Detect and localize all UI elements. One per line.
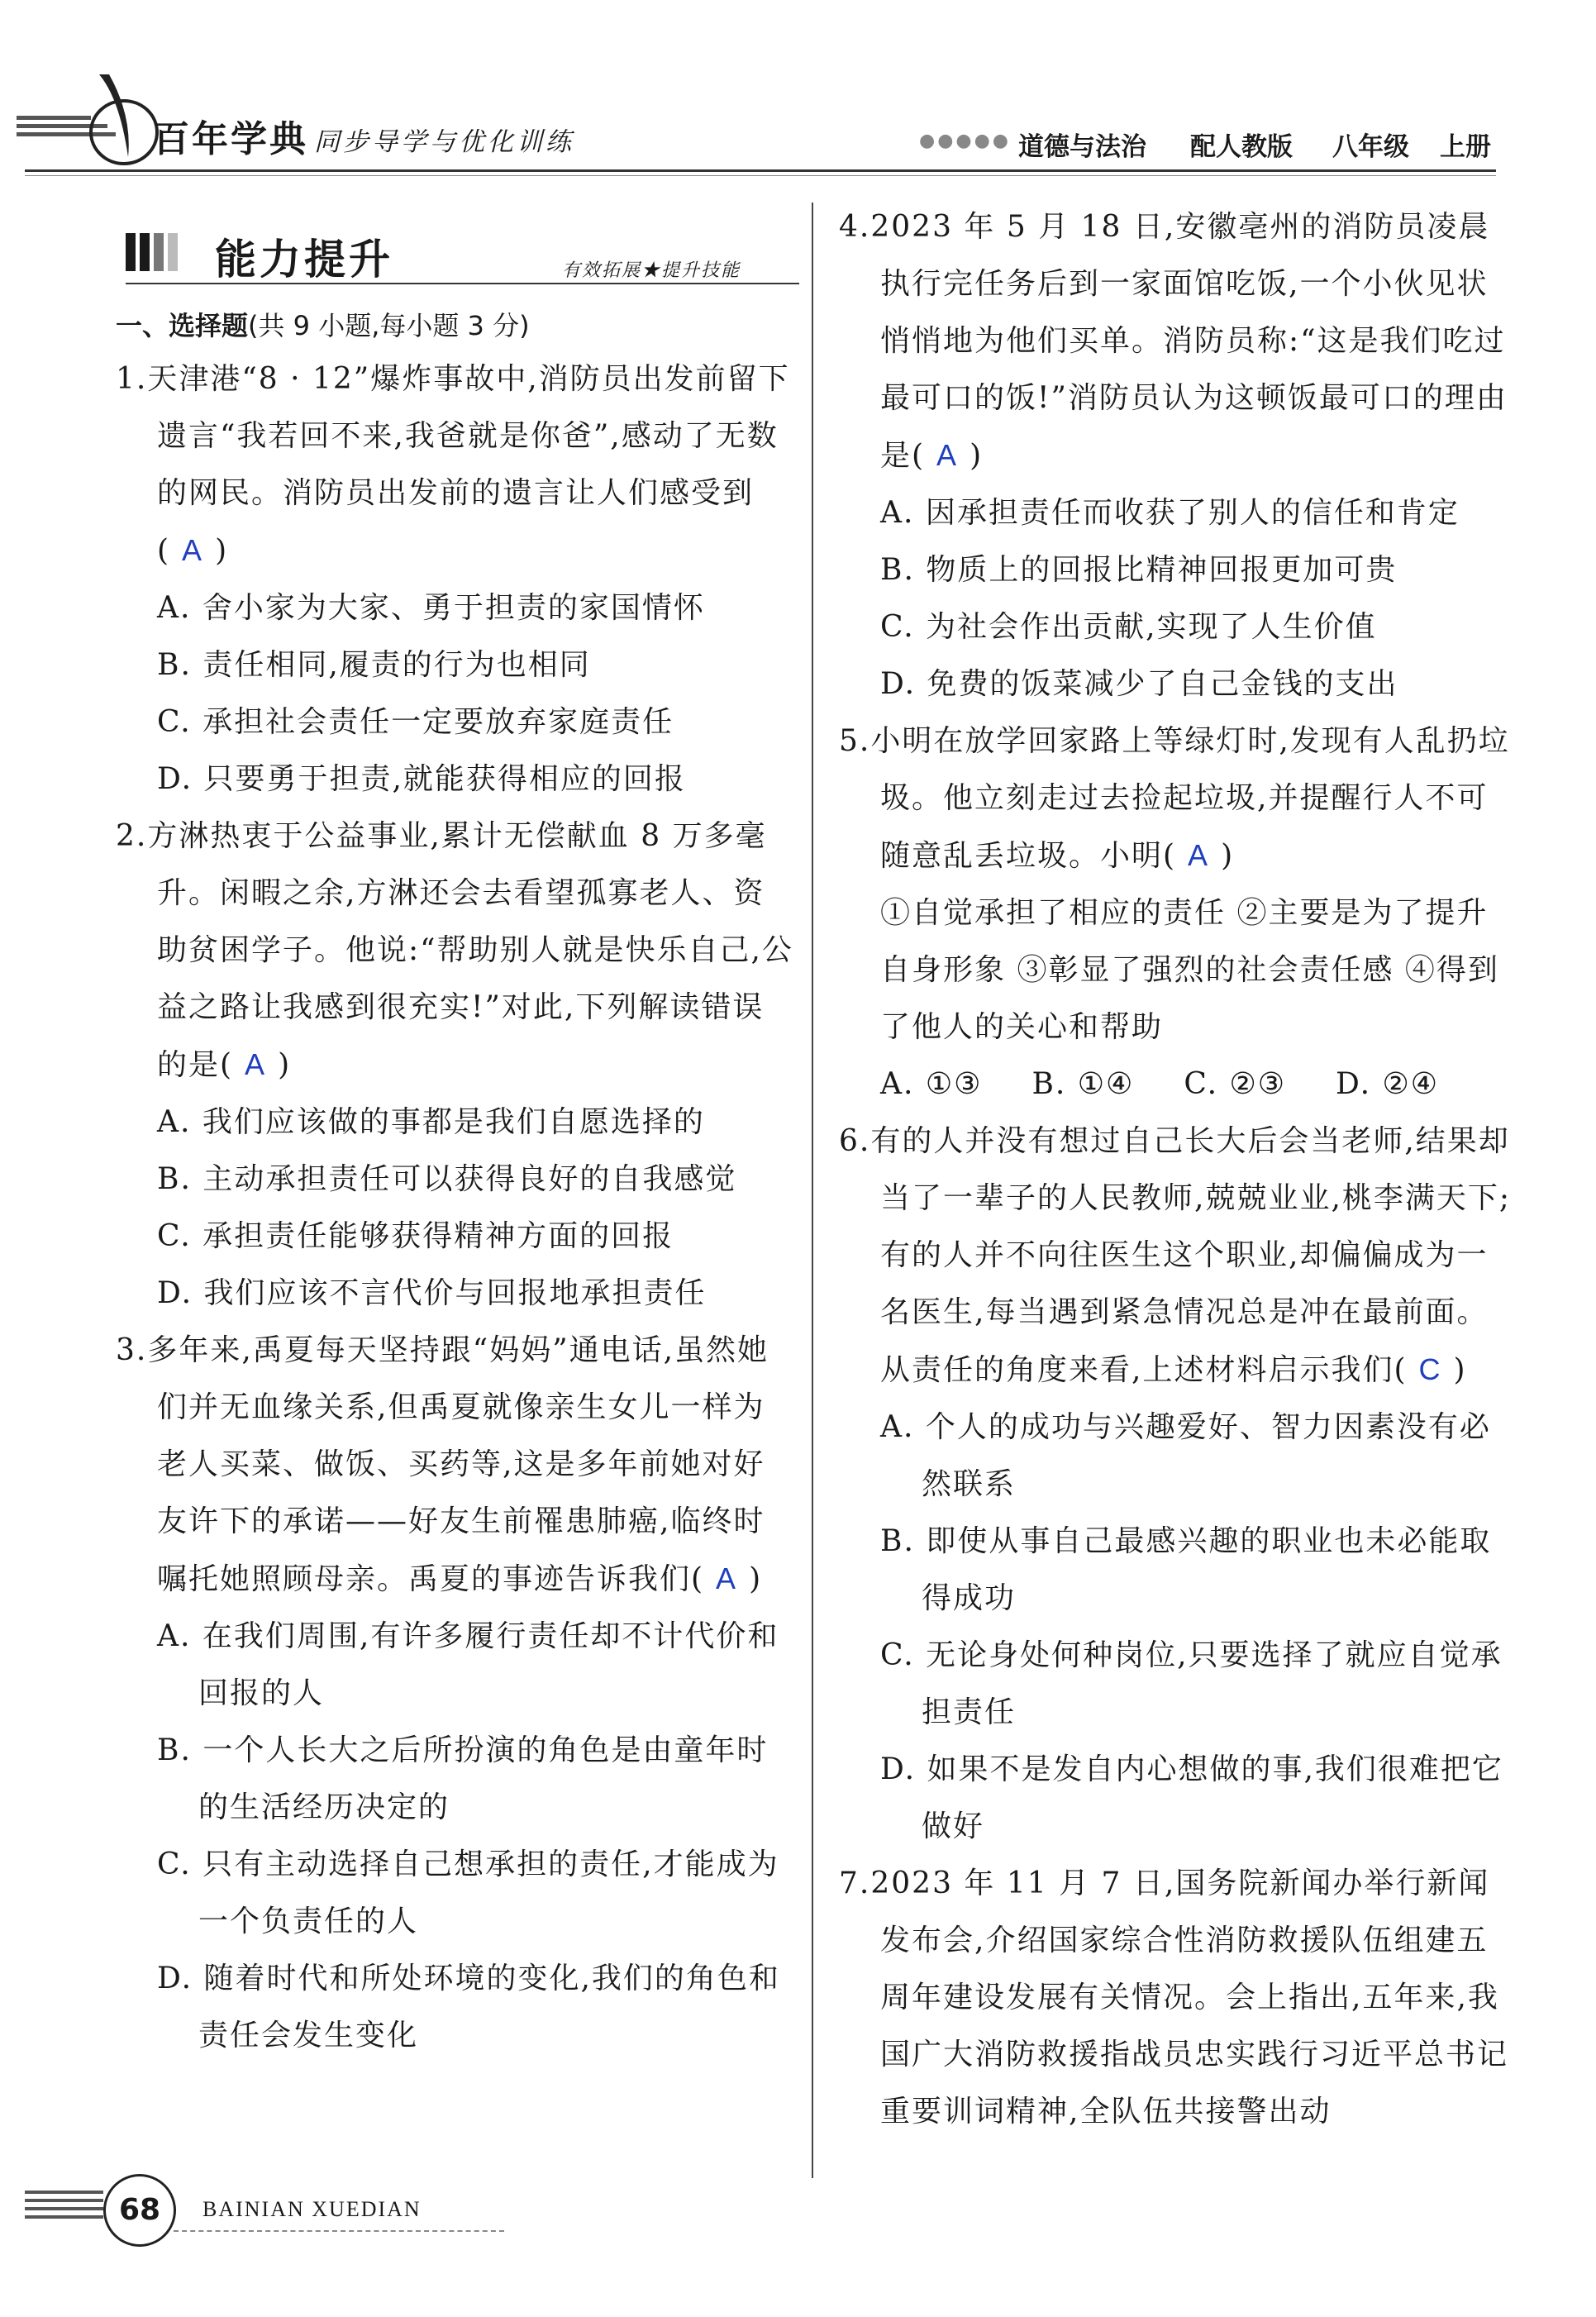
question-text: 多年来,禹夏每天坚持跟“妈妈”通电话,虽然她们并无血缘关系,但禹夏就像亲生女儿一样为老人买菜、做饭、买药等,这是多年前她对好友许下的承诺——好友生前罹患肺癌,临终时嘱托她照顾母亲。禹夏的事迹告诉我们( (147, 1333, 769, 1596)
header-dots: ●●●●● (919, 131, 1011, 151)
option-b: B. 物质上的回报比精神回报更加可贵 (880, 553, 1398, 587)
column-divider (812, 203, 813, 2178)
question-number: 4. (839, 210, 871, 244)
answer-mark: A (936, 438, 959, 472)
choice-b: B. ①④ (1031, 1067, 1135, 1101)
answer-close: ) (970, 439, 984, 473)
question-2 (116, 808, 793, 1322)
brand-subtitle: 同步导学与优化训练 (314, 127, 574, 157)
right-column (839, 198, 1513, 2140)
choice-a: A. ①③ (880, 1067, 983, 1101)
subject-label: 道德与法治 (1018, 132, 1146, 162)
question-5 (839, 713, 1513, 1113)
page-footer (0, 2166, 1596, 2265)
option-d: D. 随着时代和所处环境的变化,我们的角色和责任会发生变化 (157, 1962, 780, 2052)
question-number: 6. (839, 1124, 871, 1158)
question-number: 2. (116, 819, 148, 853)
question-text: 2023 年 11 月 7 日,国务院新闻办举行新闻发布会,介绍国家综合性消防救援队伍组建五周年建设发展有关情况。会上指出,五年来,我国广大消防救援指战员忠实践行习近平总书记重要训词精神,全队伍共接警出动 (870, 1866, 1509, 2129)
option-d: D. 如果不是发自内心想做的事,我们很难把它做好 (880, 1752, 1503, 1843)
option-c: C. 无论身处何种岗位,只要选择了就应自觉承担责任 (880, 1638, 1503, 1729)
question-stem (839, 713, 1513, 884)
answer-mark: A (1188, 838, 1210, 872)
choice-row (839, 1056, 1513, 1113)
footer-text: BAINIAN XUEDIAN (202, 2197, 422, 2221)
answer-close: ) (1453, 1353, 1467, 1387)
answer-close: ) (1221, 839, 1235, 873)
section-tagline: 有效拓展★提升技能 (562, 260, 741, 281)
question-number: 1. (116, 362, 148, 396)
brand-name: 百年学典 (153, 118, 308, 160)
answer-mark: A (245, 1047, 267, 1081)
choice-d: D. ②④ (1336, 1067, 1440, 1101)
statement-list: ①自觉承担了相应的责任 ②主要是为了提升自身形象 ③彰显了强烈的社会责任感 ④得到了他人的关心和帮助 (880, 896, 1499, 1044)
edition-label: 配人教版 (1190, 132, 1293, 162)
header-rule-thin (25, 175, 1496, 176)
page-header (0, 0, 1596, 198)
question-text: 天津港“8 · 12”爆炸事故中,消防员出发前留下遗言“我若回不来,我爸就是你爸”,感动了无数的网民。消防员出发前的遗言让人们感受到( (147, 362, 790, 568)
footer-rule (174, 2230, 504, 2232)
part-note: (共 9 小题,每小题 3 分) (248, 310, 530, 341)
option-d: D. 只要勇于担责,就能获得相应的回报 (157, 762, 686, 796)
question-stem (839, 1113, 1513, 1399)
answer-mark: A (182, 533, 204, 567)
option-b: B. 责任相同,履责的行为也相同 (157, 648, 591, 682)
question-text: 2023 年 5 月 18 日,安徽亳州的消防员凌晨执行完任务后到一家面馆吃饭,一个小伙见状悄悄地为他们买单。消防员称:“这是我们吃过最可口的饭!”消防员认为这顿饭最可口的理由是( (870, 210, 1508, 473)
page-number: 68 (103, 2174, 176, 2247)
question-stem (116, 350, 793, 579)
question-6 (839, 1113, 1513, 1855)
option-c: C. 承担责任能够获得精神方面的回报 (157, 1219, 674, 1253)
question-7 (839, 1855, 1513, 2140)
question-number: 5. (839, 724, 871, 758)
option-c: C. 只有主动选择自己想承担的责任,才能成为一个负责任的人 (157, 1847, 779, 1938)
option-b: B. 一个人长大之后所扮演的角色是由童年时的生活经历决定的 (157, 1733, 769, 1824)
section-rule (126, 283, 799, 284)
header-rule (25, 169, 1496, 172)
question-stem (839, 1855, 1513, 2140)
question-1 (116, 350, 793, 808)
section-title: 能力提升 (215, 236, 393, 284)
option-d: D. 免费的饭菜减少了自己金钱的支出 (880, 667, 1398, 701)
option-c: C. 为社会作出贡献,实现了人生价值 (880, 610, 1377, 644)
option-b: B. 即使从事自己最感兴趣的职业也未必能取得成功 (880, 1524, 1492, 1615)
left-column (116, 198, 793, 2064)
question-number: 7. (839, 1866, 871, 1900)
choice-c: C. ②③ (1184, 1067, 1287, 1101)
grade-label: 八年级 (1332, 132, 1409, 162)
question-stem (116, 808, 793, 1094)
part-title (116, 301, 793, 350)
question-text: 小明在放学回家路上等绿灯时,发现有人乱扔垃圾。他立刻走过去捡起垃圾,并提醒行人不可随意乱丢垃圾。小明( (870, 724, 1510, 873)
answer-mark: A (716, 1561, 738, 1595)
volume-label: 上册 (1440, 132, 1491, 162)
option-d: D. 我们应该不言代价与回报地承担责任 (157, 1276, 707, 1310)
option-a: A. 舍小家为大家、勇于担责的家国情怀 (157, 591, 705, 625)
part-title-text: 一、选择题 (116, 310, 249, 341)
question-3 (116, 1322, 793, 2064)
option-a: A. 因承担责任而收获了别人的信任和肯定 (880, 496, 1460, 530)
answer-close: ) (215, 534, 229, 568)
question-stem (116, 1322, 793, 1608)
option-c: C. 承担社会责任一定要放弃家庭责任 (157, 705, 674, 739)
answer-close: ) (749, 1562, 763, 1596)
answer-mark: C (1418, 1352, 1442, 1386)
option-b: B. 主动承担责任可以获得良好的自我感觉 (157, 1162, 737, 1196)
question-text: 方淋热衷于公益事业,累计无偿献血 8 万多毫升。闲暇之余,方淋还会去看望孤寡老人、资助贫困学子。他说:“帮助别人就是快乐自己,公益之路让我感到很充实!”对此,下列解读错误的是( (147, 819, 793, 1082)
question-4 (839, 198, 1513, 713)
quill-logo-icon (17, 66, 174, 174)
answer-close: ) (278, 1048, 292, 1082)
section-heading (116, 198, 793, 298)
footer-stripes-icon (25, 2191, 103, 2224)
option-a: A. 我们应该做的事都是我们自愿选择的 (157, 1105, 705, 1139)
section-bars-icon (126, 233, 182, 274)
option-a: A. 在我们周围,有许多履行责任却不计代价和回报的人 (157, 1619, 779, 1710)
question-stem (839, 198, 1513, 484)
question-text: 有的人并没有想过自己长大后会当老师,结果却当了一辈子的人民教师,兢兢业业,桃李满天下;有的人并不向往医生这个职业,却偏偏成为一名医生,每当遇到紧急情况总是冲在最前面。从责任的角度来看,上述材料启示我们( (870, 1124, 1512, 1387)
option-a: A. 个人的成功与兴趣爱好、智力因素没有必然联系 (880, 1410, 1491, 1501)
question-number: 3. (116, 1333, 148, 1367)
